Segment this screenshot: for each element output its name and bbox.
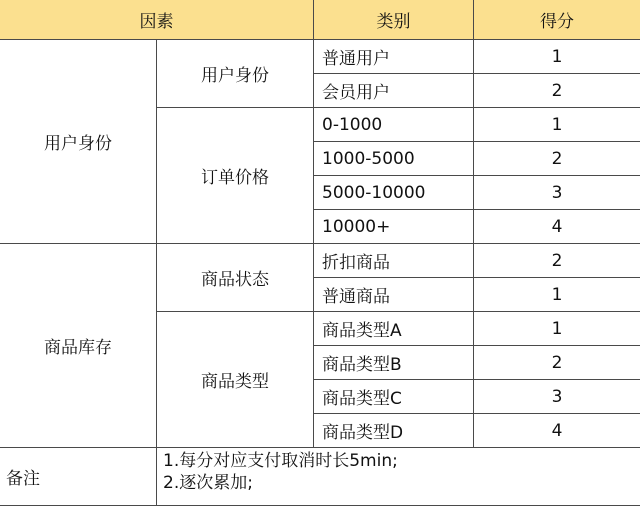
category-cell: 折扣商品 [314,244,474,278]
score-cell: 2 [474,74,640,108]
score-cell: 2 [474,142,640,176]
category-cell: 会员用户 [314,74,474,108]
category-cell: 0-1000 [314,108,474,142]
category-cell: 普通商品 [314,278,474,312]
header-row [0,0,640,40]
score-cell: 1 [474,40,640,74]
subgroup-cell: 用户身份 [157,40,314,108]
category-cell: 普通用户 [314,40,474,74]
table-row [0,40,640,74]
notes-line: 2.逐次累加; [163,473,253,493]
header-score: 得分 [474,0,640,40]
group-cell: 用户身份 [0,40,157,244]
score-cell: 2 [474,244,640,278]
score-cell: 3 [474,380,640,414]
category-cell: 1000-5000 [314,142,474,176]
header-category: 类别 [314,0,474,40]
subgroup-cell: 商品状态 [157,244,314,312]
score-cell: 3 [474,176,640,210]
header-factor: 因素 [0,0,314,40]
notes-label: 备注 [0,448,157,506]
category-cell: 10000+ [314,210,474,244]
score-cell: 4 [474,210,640,244]
category-cell: 5000-10000 [314,176,474,210]
subgroup-cell: 订单价格 [157,108,314,244]
category-cell: 商品类型B [314,346,474,380]
score-cell: 4 [474,414,640,448]
score-cell: 1 [474,312,640,346]
notes-line: 1.每分对应支付取消时长5min; [163,451,398,471]
score-cell: 2 [474,346,640,380]
score-cell: 1 [474,278,640,312]
notes-text [157,448,640,506]
group-cell: 商品库存 [0,244,157,448]
score-cell: 1 [474,108,640,142]
category-cell: 商品类型A [314,312,474,346]
category-cell: 商品类型C [314,380,474,414]
table-row [0,244,640,278]
notes-row [0,448,640,506]
subgroup-cell: 商品类型 [157,312,314,448]
category-cell: 商品类型D [314,414,474,448]
